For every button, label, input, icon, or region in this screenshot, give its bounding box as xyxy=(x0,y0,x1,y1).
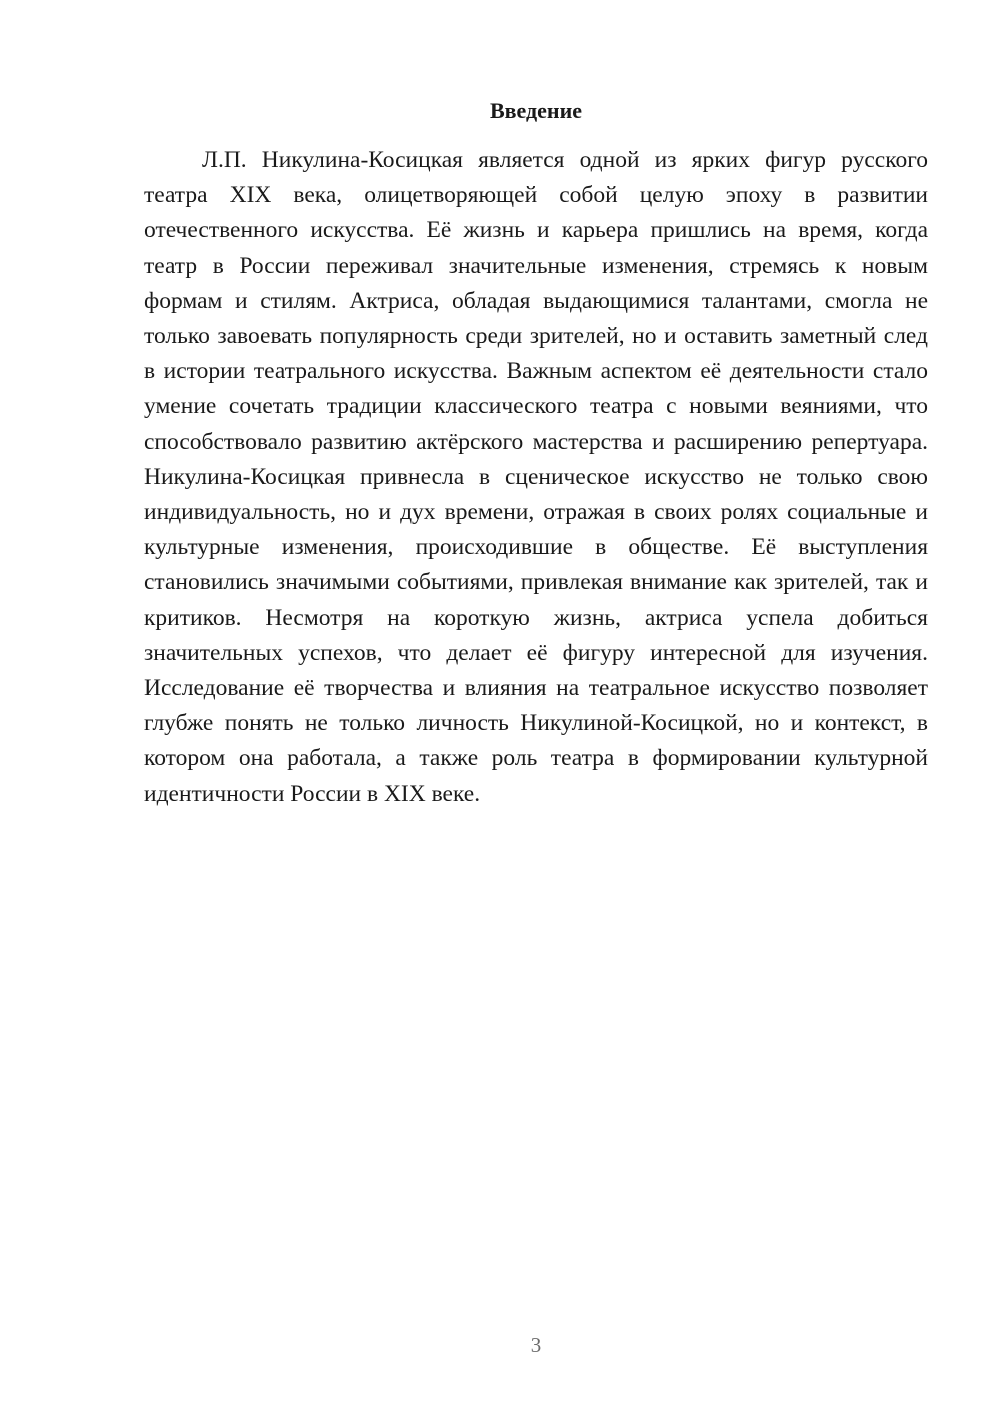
page-number: 3 xyxy=(530,1333,542,1357)
introduction-paragraph: Л.П. Никулина-Косицкая является одной из ярких фигур русского театра XIX века, олицетворяющей собой целую эпоху в развитии отечественного искусства. Её жизнь и карьера пришлись на время, когда театр в России переживал значительные изменения, стремясь к новым формам и стилям. Актриса, обладая выдающимися талантами, смогла не только завоевать популярность среди зрителей, но и оставить заметный след в истории театрального искусства. Важным аспектом её деятельности стало умение сочетать традиции классического театра с новыми веяниями, что способствовало развитию актёрского мастерства и расширению репертуара. Никулина-Косицкая привнесла в сценическое искусство не только свою индивидуальность, но и дух времени, отражая в своих ролях социальные и культурные изменения, происходившие в обществе. Её выступления становились значимыми событиями, привлекая внимание как зрителей, так и критиков. Несмотря на короткую жизнь, актриса успела добиться значительных успехов, что делает её фигуру интересной для изучения. Исследование её творчества и влияния на театральное искусство позволяет глубже понять не только личность Никулиной-Косицкой, но и контекст, в котором она работала, а также роль театра в формировании культурной идентичности России в XIX веке. xyxy=(144,147,928,807)
section-heading: Введение xyxy=(489,98,583,123)
